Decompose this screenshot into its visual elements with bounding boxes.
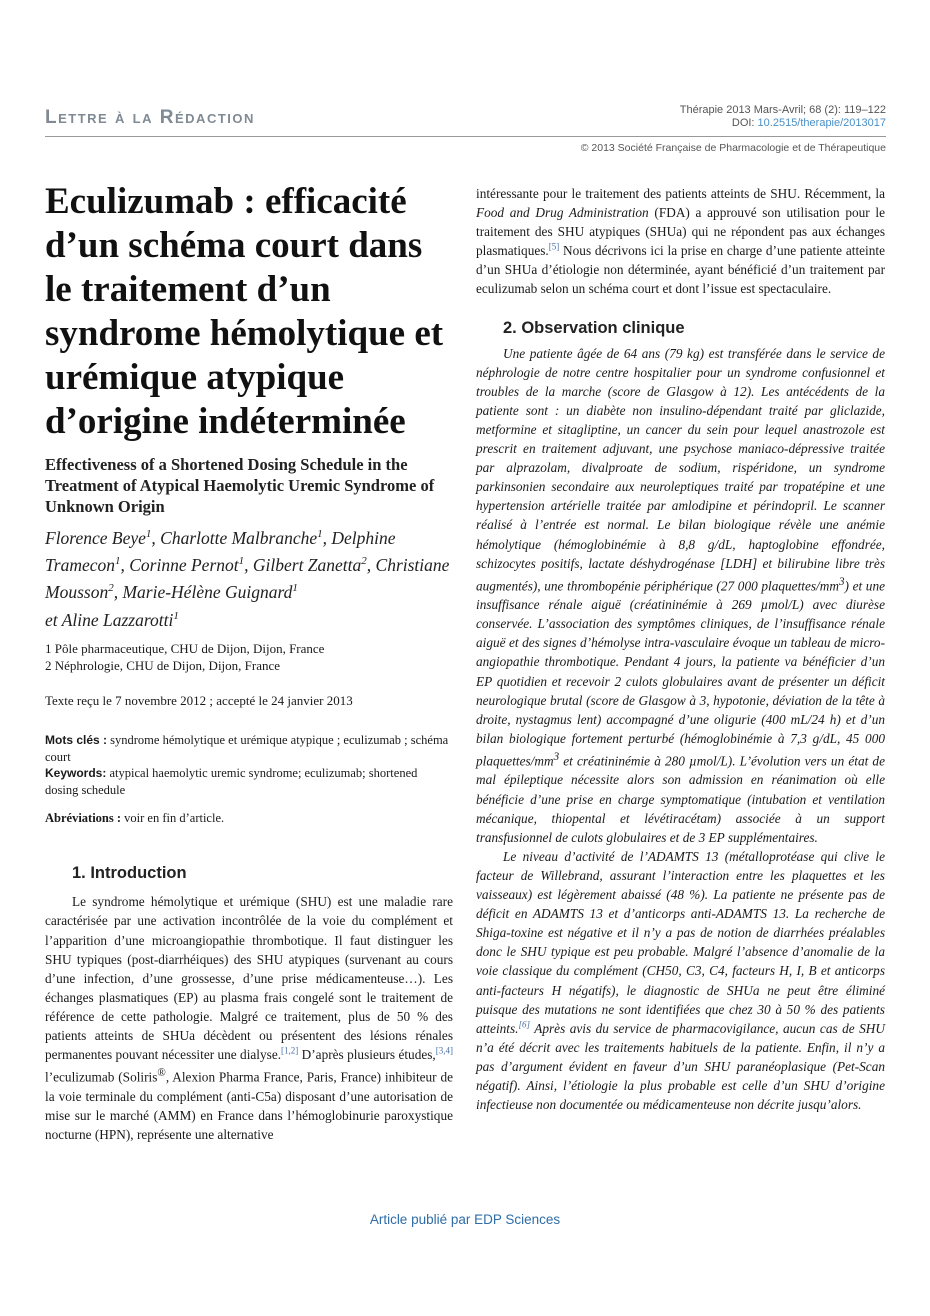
introduction-paragraph: Le syndrome hémolytique et urémique (SHU) est une maladie rare caractérisée par une activation incontrôlée de la voie du complément et l’apparition d’une microangiopathie thrombotique. Il faut distinguer les SHU typiques (post-diarrhéiques) des SHU atypiques (survenant au cours d’une infection, d’une grossesse, d’une prise médicamenteuse…). Les échanges plasmatiques (EP) au plasma frais congelé sont le traitement de référence de cette pathologie. Malgré ce traitement, plus de 50 % des patients atteints de SHUa décèdent ou présentent des lésions rénales permanentes pouvant nécessiter une dialyse.[1,2] D’après plusieurs études,[3,4] l’eculizumab (Soliris®, Alexion Pharma France, Paris, France) inhibiteur de la voie terminale du complément (anti-C5a) disposant d’une autorisation de mise sur le marché (AMM) en France dans l’hémoglobinurie paroxystique nocturne (HPN), représente une alternative <box>45 894 454 1142</box>
citation-link[interactable]: [3,4] <box>435 1045 453 1056</box>
author: Marie-Hélène Guignard$^1$ <box>122 582 298 603</box>
article-subtitle-en: Effectiveness of a Shortened Dosing Schedule in the Treatment of Atypical Haemolytic Uremic Syndrome of Unknown Origin <box>45 455 435 516</box>
abbreviations-note: Abréviations : voir en fin d’article. <box>45 811 225 826</box>
header-rule <box>45 136 886 137</box>
citation-link[interactable]: [1,2] <box>281 1045 299 1056</box>
affiliations <box>45 640 453 674</box>
author: Christiane Mousson$^2$, <box>45 555 450 603</box>
author: Gilbert Zanetta$^2$, <box>252 555 376 576</box>
author-list <box>45 523 453 632</box>
citation-link[interactable]: [6] <box>518 1019 530 1030</box>
left-column <box>45 180 453 1144</box>
author: Florence Beye$^1$, <box>45 527 161 548</box>
keywords-fr-label: Mots clés : <box>45 733 108 748</box>
author: Delphine Tramecon$^1$, <box>45 527 396 576</box>
article-title: Eculizumab : efficacité d’un schéma court dans le traitement d’un syndrome hémolytique et urémique atypique d’origine indéterminée <box>45 181 444 442</box>
doi-line <box>680 117 886 130</box>
observation-paragraph: Le niveau d’activité de l’ADAMTS 13 (métalloprotéase qui clive le facteur de Willebrand, assurant l’interaction entre les plaquettes et les vaisseaux) est légèrement abaissé (48 %). La patiente ne présente pas de déficit en ADAMTS 13 et d’anticorps anti-ADAMTS 13. La recherche de Shiga-toxine est négative et il n’y a pas de notion de diarrhées préalables donc le SHU typique est peu probable. Malgré l’absence d’anomalie de la voie classique du complément (CH50, C3, C4, facteurs H, I, B et anticorps anti-facteurs H négatifs), le diagnostic de SHUa ne peut être éliminé puisque des mutations ne sont identifiées que chez 30 à 50 % des patients atteints.[6] Après avis du service de pharmacovigilance, aucun cas de SHU n’a été décrit avec les traitements habituels de la patiente. Enfin, il n’y a pas d’argument évident en faveur d’un SHU paranéoplasique (Pet-Scan négatif). Ainsi, l’étiologie la plus probable est celle d’un SHU d’origine infectieuse non documentée ou médicamenteuse non décrite jusqu’alors. <box>476 848 885 1113</box>
keywords-en: Keywords: atypical haemolytic uremic syndrome; eculizumab; shortened dosing schedule <box>45 766 418 797</box>
received-dates: Texte reçu le 7 novembre 2012 ; accepté le 24 janvier 2013 <box>45 693 353 709</box>
citation-link[interactable]: [5] <box>548 241 560 252</box>
author: Charlotte Malbranche$^1$, <box>160 527 332 548</box>
introduction-continued: intéressante pour le traitement des patients atteints de SHU. Récemment, la Food and Drug Administration (FDA) a approuvé son utilisation pour le traitement des SHU atypiques (SHUa) qui ne répondent pas aux échanges plasmatiques.[5] Nous décrivons ici la prise en charge d’une patiente atteinte d’un SHUa d’étiologie non déterminée, ayant bénéficié d’un traitement par eculizumab selon un schéma court et dont l’issue est spectaculaire. <box>476 186 886 297</box>
doi-prefix: DOI: <box>731 117 758 129</box>
observation-paragraph: Une patiente âgée de 64 ans (79 kg) est transférée dans le service de néphrologie de notre centre hospitalier pour un syndrome confusionnel et troubles de la marche (score de Glasgow à 12). Les antécédents de la patiente sont : un diabète non insulino-dépendant traité par gliclazide, metformine et sitagliptine, un cancer du sein pour lequel anastrozole est prescrit en traitement adjuvant, une psychose maniaco-dépressive traitée par alprazolam, divalproate de sodium, rispéridone, un syndrome parkinsonien secondaire aux neuroleptiques traité par tropatépine et une hypertension artérielle traitée par amlodipine et périndopril. Le scanner réalisé à l’entrée est normal. Le bilan biologique révèle une anémie hémolytique (hémoglobinémie à 8,8 g/dL, haptoglobine effondrée, schizocytes positifs, lactate déshydrogénase [LDH] et bilirubine libre très augmentés), une thrombopénie périphérique (27 000 plaquettes/$mm^3$) et une insuffisance rénale aiguë (créatininémie à 269 µmol/L) avec diurèse conservée. L’association des symptômes cliniques, de l’insuffisance rénale aiguë et des signes d’hémolyse intra-vasculaire évoque un tableau de micro-angiopathie thrombotique. Pendant 4 jours, la patiente va bénéficier d’un EP quotidien et recevoir 2 culots globulaires avant de présenter un déficit neurologique brutal (score de Glasgow à 3, hypotonie, déviation de la tête à droite, nystagmus lent) accompagné d’une oligurie (400 mL/24 h) et d’un bilan biologique fortement perturbé (hémoglobinémie à 7,3 g/dL, 45 000 plaquettes/$mm^3$ et créatininémie à 280 µmol/L). L’évolution vers un état de mal épileptique nécessite alors son admission en réanimation où elle bénéficie d’une prise en charge symptomatique (intubation et ventilation mécanique, thiopental et lévétiracétam) associée à un support transfusionnel de culots globulaires et de 3 EP supplémentaires. <box>476 345 886 845</box>
right-column <box>476 184 885 1114</box>
affiliation: 1 Pôle pharmaceutique, CHU de Dijon, Dijon, France <box>45 641 325 657</box>
keywords-en-label: Keywords: <box>45 766 107 781</box>
section-heading-observation: 2. Observation clinique <box>503 318 685 337</box>
journal-citation: Thérapie 2013 Mars-Avril; 68 (2): 119–122 <box>679 104 886 116</box>
affiliation: 2 Néphrologie, CHU de Dijon, Dijon, France <box>45 658 281 674</box>
section-label: Lettre à la Rédaction <box>45 107 255 128</box>
publisher-footer[interactable]: Article publié par EDP Sciences <box>369 1212 561 1227</box>
abbreviations-label: Abréviations : <box>45 811 122 826</box>
journal-info <box>680 104 886 130</box>
section-heading-introduction: 1. Introduction <box>72 864 187 883</box>
copyright: © 2013 Société Française de Pharmacologie et de Thérapeutique <box>580 142 886 154</box>
registered-mark: ® <box>157 1067 166 1080</box>
keywords-fr: Mots clés : syndrome hémolytique et urémique atypique ; eculizumab ; schéma court <box>45 733 449 764</box>
author: Corinne Pernot$^1$, <box>129 555 253 576</box>
doi-link[interactable]: 10.2515/therapie/2013017 <box>757 117 886 129</box>
author: et Aline Lazzarotti$^1$ <box>45 609 179 630</box>
